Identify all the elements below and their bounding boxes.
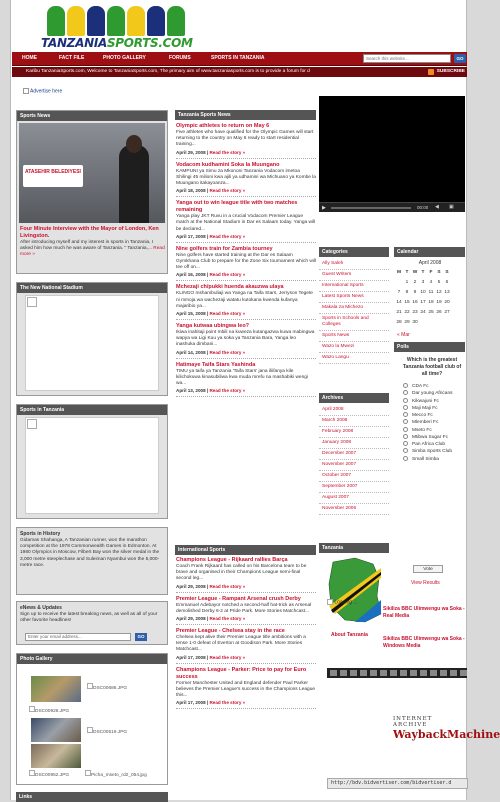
national-stadium-image bbox=[25, 295, 159, 391]
categories-list bbox=[319, 259, 389, 364]
archives-item[interactable]: November 2007 bbox=[319, 460, 389, 471]
sports-history-box bbox=[16, 527, 168, 595]
article-date: April 15, 2008 bbox=[176, 311, 206, 317]
calendar-day-header: S bbox=[445, 269, 449, 275]
calendar-day bbox=[395, 277, 403, 287]
play-icon[interactable]: ▶ bbox=[322, 205, 326, 211]
divider bbox=[176, 319, 316, 320]
view-results-link[interactable]: View Results bbox=[411, 580, 440, 586]
categories-item[interactable]: Sports in Schools and Colleges bbox=[319, 314, 389, 331]
wayback-logo[interactable] bbox=[393, 716, 500, 741]
poll-option[interactable]: Small Simba bbox=[395, 456, 465, 463]
article-item bbox=[176, 596, 316, 625]
archive-bottom-text: WaybackMachine bbox=[393, 728, 500, 741]
nav-forums[interactable]: FORUMS bbox=[169, 55, 191, 61]
radio-button[interactable] bbox=[403, 456, 408, 461]
poll-options bbox=[395, 383, 465, 463]
archives-item[interactable]: October 2007 bbox=[319, 471, 389, 482]
calendar-day: 1 bbox=[405, 279, 409, 285]
radio-button[interactable] bbox=[403, 419, 408, 424]
article-date: April 29, 2008 bbox=[176, 616, 206, 622]
nav-fact-file[interactable]: FACT FILE bbox=[59, 55, 85, 61]
archives-item[interactable]: September 2007 bbox=[319, 482, 389, 493]
poll-option[interactable]: Dar young Africans bbox=[395, 390, 465, 397]
toolbar-icon[interactable] bbox=[460, 670, 467, 676]
divider bbox=[176, 708, 316, 709]
categories-item[interactable]: Latest Sports News bbox=[319, 292, 389, 303]
search-input[interactable]: Search this website... bbox=[363, 54, 451, 63]
nav-sports-in-tanzania[interactable]: SPORTS IN TANZANIA bbox=[211, 55, 265, 61]
article-body: Yanga play JKT Ruvu in a crucial Vodacom Premier League match at the National Stadium in Dar es Salaam today. Yanga will be declared... bbox=[176, 214, 316, 232]
article-date: April 17, 2008 bbox=[176, 233, 206, 239]
ticker-text: Karibu TanzaniaSports.com, Welcome to TanzaniaSports.com, The primary aim of www.tanzaniasports.com is to provide a forum for d bbox=[26, 69, 310, 74]
main-nav bbox=[12, 52, 467, 66]
calendar-day: 26 bbox=[436, 309, 442, 315]
video-controls bbox=[319, 202, 465, 212]
archives-list bbox=[319, 405, 389, 515]
poll-option[interactable]: Mtibwa Sugar Fc bbox=[395, 434, 465, 441]
sports-news-read-more[interactable]: Read more » bbox=[20, 246, 165, 258]
article-item bbox=[176, 162, 316, 198]
enews-title: eNews & Updates bbox=[20, 605, 62, 611]
video-player[interactable] bbox=[319, 96, 465, 212]
article-meta: April 29, 2008 | Read the story » bbox=[176, 583, 246, 589]
calendar-day: 19 bbox=[436, 299, 442, 305]
radio-button[interactable] bbox=[403, 383, 408, 388]
categories-item[interactable]: Ally Saleh bbox=[319, 259, 389, 270]
calendar-day: 3 bbox=[421, 279, 425, 285]
article-title[interactable]: Hatimaye Taifa Stars Yashinda bbox=[176, 361, 256, 368]
archives-item[interactable]: December 2007 bbox=[319, 449, 389, 460]
divider bbox=[176, 624, 316, 625]
poll-option[interactable]: Simba Sports Club bbox=[395, 448, 465, 455]
calendar-day-header: F bbox=[429, 269, 433, 275]
toolbar-icon[interactable] bbox=[400, 670, 407, 676]
calendar-day: 8 bbox=[405, 289, 409, 295]
poll-option[interactable]: Mseto Fc bbox=[395, 427, 465, 434]
article-meta: April 17, 2008 | Read the story » bbox=[176, 700, 246, 706]
subscribe-link[interactable]: SUBSCRIBE bbox=[425, 67, 465, 77]
read-story-link[interactable]: Read the story » bbox=[209, 349, 246, 355]
polls-title: Polls bbox=[394, 342, 465, 352]
poll-option[interactable]: Mecco Fc bbox=[395, 412, 465, 419]
nav-home[interactable]: HOME bbox=[22, 55, 37, 61]
gallery-link[interactable]: DSC00519.JPG bbox=[87, 727, 127, 735]
intl-news-title: International Sports bbox=[175, 545, 316, 555]
enews-box bbox=[16, 601, 168, 645]
article-title[interactable]: Champions League - Rijkaard rallies Barça bbox=[176, 557, 288, 563]
calendar-day-header: S bbox=[437, 269, 441, 275]
article-body: Five athletes who have qualified for the Olympic Games will start returning to the country on May 6 ready to start residential training... bbox=[176, 130, 314, 148]
article-title[interactable]: Mchezaji ch/pukki huenda akauzwa ulaya bbox=[176, 284, 284, 291]
calendar-prev-link[interactable]: « Mar bbox=[397, 332, 410, 338]
enews-go-button[interactable]: GO bbox=[135, 633, 147, 641]
tz-news-title: Tanzania Sports News bbox=[175, 110, 316, 120]
calendar-day: 5 bbox=[437, 279, 441, 285]
toolbar-icon[interactable] bbox=[390, 670, 397, 676]
national-stadium-box bbox=[16, 282, 168, 396]
links-title: Links bbox=[16, 792, 168, 802]
vote-button[interactable]: Vote bbox=[413, 565, 443, 573]
tz-news-list bbox=[176, 123, 316, 400]
article-body: TIMU ya taifa ya Tanzania 'Taifa Stars' jana iliifanya kile kilichokuwa kinasubiliwa kwa muda mrefu na mashabiki wengi wa... bbox=[176, 368, 308, 387]
sports-news-photo bbox=[19, 123, 165, 223]
calendar-title: Calendar bbox=[394, 247, 465, 257]
toolbar-icon[interactable] bbox=[450, 670, 457, 676]
radio-button[interactable] bbox=[403, 441, 408, 446]
sports-in-tanzania-title: Sports in Tanzania bbox=[17, 405, 167, 415]
article-body: KLINGO mshambuliaji wa Yanga na Taifa Stars, Jerryson Tegete ni mmoja wa wachezaji watatu kutokana kwenda kufanya majaribio ya... bbox=[176, 291, 313, 309]
read-story-link[interactable]: Read the story » bbox=[209, 311, 246, 317]
divider bbox=[176, 242, 316, 243]
article-item bbox=[176, 123, 316, 159]
calendar-day: 22 bbox=[404, 309, 410, 315]
article-body: Emmanuel Adebayor notched a second-half hat-trick as Arsenal demolished Derby 6-2 at Pride Park. More Stories Matchcast... bbox=[176, 602, 312, 614]
archives-title: Archives bbox=[319, 393, 389, 403]
media-toolbar bbox=[327, 668, 467, 678]
categories-item[interactable]: Makala za Michezo bbox=[319, 303, 389, 314]
calendar-day: 24 bbox=[420, 309, 426, 315]
article-item bbox=[176, 323, 316, 359]
article-title[interactable]: Vodacom kudhamini Soka la Muungano bbox=[176, 161, 280, 168]
archives-item[interactable]: November 2006 bbox=[319, 504, 389, 515]
intl-news-list bbox=[176, 557, 316, 712]
divider bbox=[176, 663, 316, 664]
radio-button[interactable] bbox=[403, 398, 408, 403]
advertise-link[interactable]: Advertise here bbox=[23, 88, 62, 94]
poll-option[interactable]: Maji Maji Fc bbox=[395, 405, 465, 412]
enews-body: Sign up to receive the latest breaking news, as well as all of your other favorite headlines! bbox=[20, 612, 158, 624]
toolbar-icon[interactable] bbox=[370, 670, 377, 676]
article-body: KAMPUNI ya Simu za Mkononi Tanzania Vodacom imetoa Shilingi 45 milioni kwa ajili ya udhamini wa Michuano ya Kombe la Muungano itakayoanza... bbox=[176, 168, 316, 187]
calendar-day-header: T bbox=[405, 269, 409, 275]
about-tanzania-link[interactable]: About Tanzania bbox=[331, 632, 368, 638]
article-meta: April 14, 2008 | Read the story » bbox=[176, 349, 246, 355]
divider bbox=[176, 158, 316, 159]
article-item bbox=[176, 667, 316, 710]
calendar-day: 25 bbox=[428, 309, 434, 315]
article-meta: April 15, 2008 | Read the story » bbox=[176, 311, 246, 317]
categories-item[interactable]: International Sports bbox=[319, 281, 389, 292]
toolbar-icon[interactable] bbox=[440, 670, 447, 676]
article-meta: April 29, 2008 | Read the story » bbox=[176, 616, 246, 622]
poll-question: Which is the greatest Tanzania football club of all time? bbox=[402, 357, 462, 377]
sports-news-title: Sports News bbox=[17, 111, 167, 121]
radio-button[interactable] bbox=[403, 427, 408, 432]
toolbar-icon[interactable] bbox=[380, 670, 387, 676]
article-title[interactable]: Premier League - Rampant Arsenal crush Derby bbox=[176, 595, 301, 602]
toolbar-icon[interactable] bbox=[430, 670, 437, 676]
article-meta: April 13, 2008 | Read the story » bbox=[176, 388, 246, 394]
categories-item[interactable]: Sports News bbox=[319, 331, 389, 342]
calendar-month: April 2008 bbox=[418, 260, 442, 266]
gallery-link[interactable]: Picha_mseto_rd2_054.jpg bbox=[85, 770, 147, 778]
archives-item[interactable]: January 2008 bbox=[319, 438, 389, 449]
article-meta: April 18, 2008 | Read the story » bbox=[176, 188, 246, 194]
toolbar-icon[interactable] bbox=[410, 670, 417, 676]
article-date: April 16, 2008 bbox=[176, 272, 206, 278]
calendar-day: 11 bbox=[428, 289, 434, 295]
broken-image-icon bbox=[327, 599, 333, 605]
read-story-link[interactable]: Read the story » bbox=[209, 616, 246, 622]
calendar-day: 18 bbox=[428, 299, 434, 305]
article-meta: April 29, 2008 | Read the story » bbox=[176, 149, 246, 155]
sports-in-tanzania-image bbox=[25, 417, 159, 514]
read-story-link[interactable]: Read the story » bbox=[209, 583, 246, 589]
calendar-day: 7 bbox=[397, 289, 401, 295]
broken-image-icon bbox=[27, 297, 37, 307]
page bbox=[10, 0, 500, 800]
divider bbox=[176, 592, 316, 593]
calendar-day bbox=[443, 317, 451, 327]
read-story-link[interactable]: Read the story » bbox=[209, 188, 246, 194]
article-date: April 29, 2008 bbox=[176, 149, 206, 155]
article-body: Ikiwa inahitaji point mbili na kuweza kutangazwa kuwa mabingwa wapya wa Ligi Kuu ya soka ya Tanzania Bara, Yanga leo inashuka dimbani... bbox=[176, 330, 315, 348]
logo-text: TANZANIASPORTS.COM bbox=[41, 36, 193, 50]
tanzania-title: Tanzania bbox=[319, 543, 389, 553]
article-meta: April 17, 2008 | Read the story » bbox=[176, 654, 246, 660]
banner-text: ATASEHIR BELEDIYESI bbox=[25, 169, 81, 175]
article-date: April 14, 2008 bbox=[176, 349, 206, 355]
article-body: Former Manchester United and England defender Paul Parker believes the Premier League's success in the Champions League this... bbox=[176, 680, 316, 699]
sports-history-title: Sports in History bbox=[20, 531, 61, 537]
radio-button[interactable] bbox=[403, 405, 408, 410]
divider bbox=[176, 396, 316, 397]
archives-item[interactable]: August 2007 bbox=[319, 493, 389, 504]
article-title[interactable]: Yanga out to win league title with two matches remaining bbox=[176, 200, 298, 214]
divider bbox=[176, 358, 316, 359]
read-story-link[interactable]: Read the story » bbox=[209, 654, 246, 660]
calendar-day: 29 bbox=[404, 319, 410, 325]
divider bbox=[176, 280, 316, 281]
calendar-day: 23 bbox=[412, 309, 418, 315]
archive-top-text: INTERNET ARCHIVE bbox=[393, 716, 433, 728]
gallery-link[interactable]: DSC00926.JPG bbox=[29, 706, 69, 714]
toolbar-icon[interactable] bbox=[340, 670, 347, 676]
sports-history-body: Gidamas Shahanga, A Tanzanian runner, won the marathon competition at the 1978 Commonwealth Games in Edmonton. At 1980 Olympics in Moscow, Filbert Bay won the silver medal in the 3,000 metre steeplechase and Suleiman Nyambui won the 5,000-metre race. bbox=[20, 538, 160, 568]
article-title[interactable]: Nine golfers train for Zambia tourney bbox=[176, 245, 273, 252]
radio-button[interactable] bbox=[403, 412, 408, 417]
photo-gallery-box bbox=[16, 653, 168, 785]
logo-figures-icon bbox=[47, 6, 185, 36]
calendar-day: 4 bbox=[429, 279, 433, 285]
article-body: Chelsea kept alive their Premier League title ambitions with a tense 1-0 defeat of Everton at Goodison Park. More Stories Matchcast... bbox=[176, 635, 306, 653]
fullscreen-icon[interactable]: ▣ bbox=[449, 204, 454, 210]
gallery-link[interactable]: DSC00686.JPG bbox=[87, 683, 127, 691]
sikiliza-real-link[interactable]: Sikiliza BBC Ulimwengu wa Soka - Real Media bbox=[383, 606, 465, 619]
read-story-link[interactable]: Read the story » bbox=[209, 700, 246, 706]
read-story-link[interactable]: Read the story » bbox=[209, 388, 246, 394]
toolbar-icon[interactable] bbox=[330, 670, 337, 676]
calendar-day: 13 bbox=[444, 289, 450, 295]
poll-option[interactable]: Kikwajuni Fc bbox=[395, 398, 465, 405]
archives-item[interactable]: March 2008 bbox=[319, 416, 389, 427]
article-item bbox=[176, 246, 316, 282]
article-date: April 29, 2008 bbox=[176, 583, 206, 589]
sikiliza-windows-link[interactable]: Sikiliza BBC Ulimwengu wa Soka - Windows Media bbox=[383, 636, 465, 649]
tanzania-map[interactable] bbox=[325, 556, 385, 626]
status-url: http://bdv.bidvertiser.com/bidvertiser.d bbox=[327, 778, 468, 789]
calendar-day: 2 bbox=[413, 279, 417, 285]
calendar-day: 30 bbox=[412, 319, 418, 325]
article-date: April 13, 2008 bbox=[176, 388, 206, 394]
calendar-day bbox=[419, 317, 427, 327]
nav-photo-gallery[interactable]: PHOTO GALLERY bbox=[103, 55, 146, 61]
article-item bbox=[176, 628, 316, 664]
toolbar-icon[interactable] bbox=[420, 670, 427, 676]
divider bbox=[176, 196, 316, 197]
video-time: 00:00 bbox=[417, 205, 429, 210]
sports-news-body: After introducing myself and my interest in sports in Tanzania, I asked him how much he was aware of Tanzania. " Tanzania,... Read more » bbox=[20, 240, 165, 258]
gallery-photo[interactable] bbox=[31, 718, 81, 742]
volume-icon[interactable]: ◀ bbox=[435, 204, 439, 210]
calendar-day: 14 bbox=[396, 299, 402, 305]
radio-button[interactable] bbox=[403, 434, 408, 439]
calendar-day bbox=[435, 317, 443, 327]
article-date: April 17, 2008 bbox=[176, 654, 206, 660]
archives-item[interactable]: April 2008 bbox=[319, 405, 389, 416]
poll-option[interactable]: Mlemberi Fc bbox=[395, 419, 465, 426]
sports-news-headline[interactable]: Four Minute Interview with the Mayor of London, Ken Livingston. bbox=[20, 226, 159, 239]
gallery-photo[interactable] bbox=[31, 744, 81, 768]
calendar-grid bbox=[395, 267, 451, 327]
calendar-day: 9 bbox=[413, 289, 417, 295]
calendar-day: 27 bbox=[444, 309, 450, 315]
calendar-day: 28 bbox=[396, 319, 402, 325]
calendar-day-header: T bbox=[421, 269, 425, 275]
broken-image-icon bbox=[27, 419, 37, 429]
article-item bbox=[176, 557, 316, 593]
categories-item[interactable]: Guest Writers bbox=[319, 270, 389, 281]
calendar-day-header: M bbox=[397, 269, 401, 275]
calendar-day: 6 bbox=[445, 279, 449, 285]
categories-title: Categories bbox=[319, 247, 389, 257]
welcome-ticker bbox=[12, 67, 467, 77]
calendar-day bbox=[427, 317, 435, 327]
calendar-day: 12 bbox=[436, 289, 442, 295]
article-date: April 17, 2008 bbox=[176, 700, 206, 706]
article-title[interactable]: Premier League - Chelsea stay in the race bbox=[176, 628, 285, 635]
gallery-link[interactable]: DSC00952.JPG bbox=[29, 770, 69, 778]
site-logo[interactable] bbox=[31, 6, 211, 52]
article-item bbox=[176, 200, 316, 243]
broken-image-icon bbox=[23, 88, 29, 94]
poll-option[interactable]: CDA Fc bbox=[395, 383, 465, 390]
video-progress[interactable] bbox=[331, 207, 411, 209]
calendar-day: 17 bbox=[420, 299, 426, 305]
read-story-link[interactable]: Read the story » bbox=[209, 272, 246, 278]
categories-item[interactable]: Wazo Langu bbox=[319, 353, 389, 364]
read-story-link[interactable]: Read the story » bbox=[209, 149, 246, 155]
radio-button[interactable] bbox=[403, 390, 408, 395]
sports-in-tanzania-box bbox=[16, 404, 168, 519]
article-body: Coach Frank Rijkaard has called on his Barcelona team to be brave and organised in their Champions League semi-final second leg... bbox=[176, 564, 307, 582]
archives-item[interactable]: February 2008 bbox=[319, 427, 389, 438]
calendar-day-header: W bbox=[412, 269, 418, 275]
read-story-link[interactable]: Read the story » bbox=[209, 233, 246, 239]
article-item bbox=[176, 362, 316, 398]
poll-option[interactable]: Pan Africa Club bbox=[395, 441, 465, 448]
photo-gallery-title: Photo Gallery bbox=[17, 654, 167, 664]
article-title[interactable]: Champions League - Parker: Price to pay for Euro success bbox=[176, 666, 307, 680]
calendar-day: 20 bbox=[444, 299, 450, 305]
article-item bbox=[176, 284, 316, 320]
toolbar-icon[interactable] bbox=[360, 670, 367, 676]
calendar-day: 16 bbox=[412, 299, 418, 305]
article-meta: April 16, 2008 | Read the story » bbox=[176, 272, 246, 278]
rss-icon bbox=[428, 69, 434, 75]
categories-item[interactable]: Wazo la Mwezi bbox=[319, 342, 389, 353]
email-field[interactable]: Enter your email address... bbox=[25, 633, 131, 641]
calendar-day: 21 bbox=[396, 309, 402, 315]
national-stadium-title: The New National Stadium bbox=[17, 283, 167, 293]
radio-button[interactable] bbox=[403, 448, 408, 453]
loading-text: Loading ... bbox=[327, 599, 358, 605]
article-title[interactable]: Yanga kutwaa ubingwa leo? bbox=[176, 323, 250, 330]
calendar-day: 10 bbox=[420, 289, 426, 295]
gallery-photo[interactable] bbox=[31, 676, 81, 702]
article-body: Nine golfers have started training at the Dar es Salaam Gymkhana Club to prepare for the Zone Six tournament which will tee off on... bbox=[176, 252, 316, 271]
search-go-button[interactable]: GO bbox=[454, 54, 466, 63]
article-date: April 18, 2008 bbox=[176, 188, 206, 194]
article-meta: April 17, 2008 | Read the story » bbox=[176, 233, 246, 239]
article-title[interactable]: Olympic athletes to return on May 6 bbox=[176, 123, 270, 129]
calendar-day: 15 bbox=[404, 299, 410, 305]
toolbar-icon[interactable] bbox=[350, 670, 357, 676]
sports-news-box bbox=[16, 110, 168, 274]
